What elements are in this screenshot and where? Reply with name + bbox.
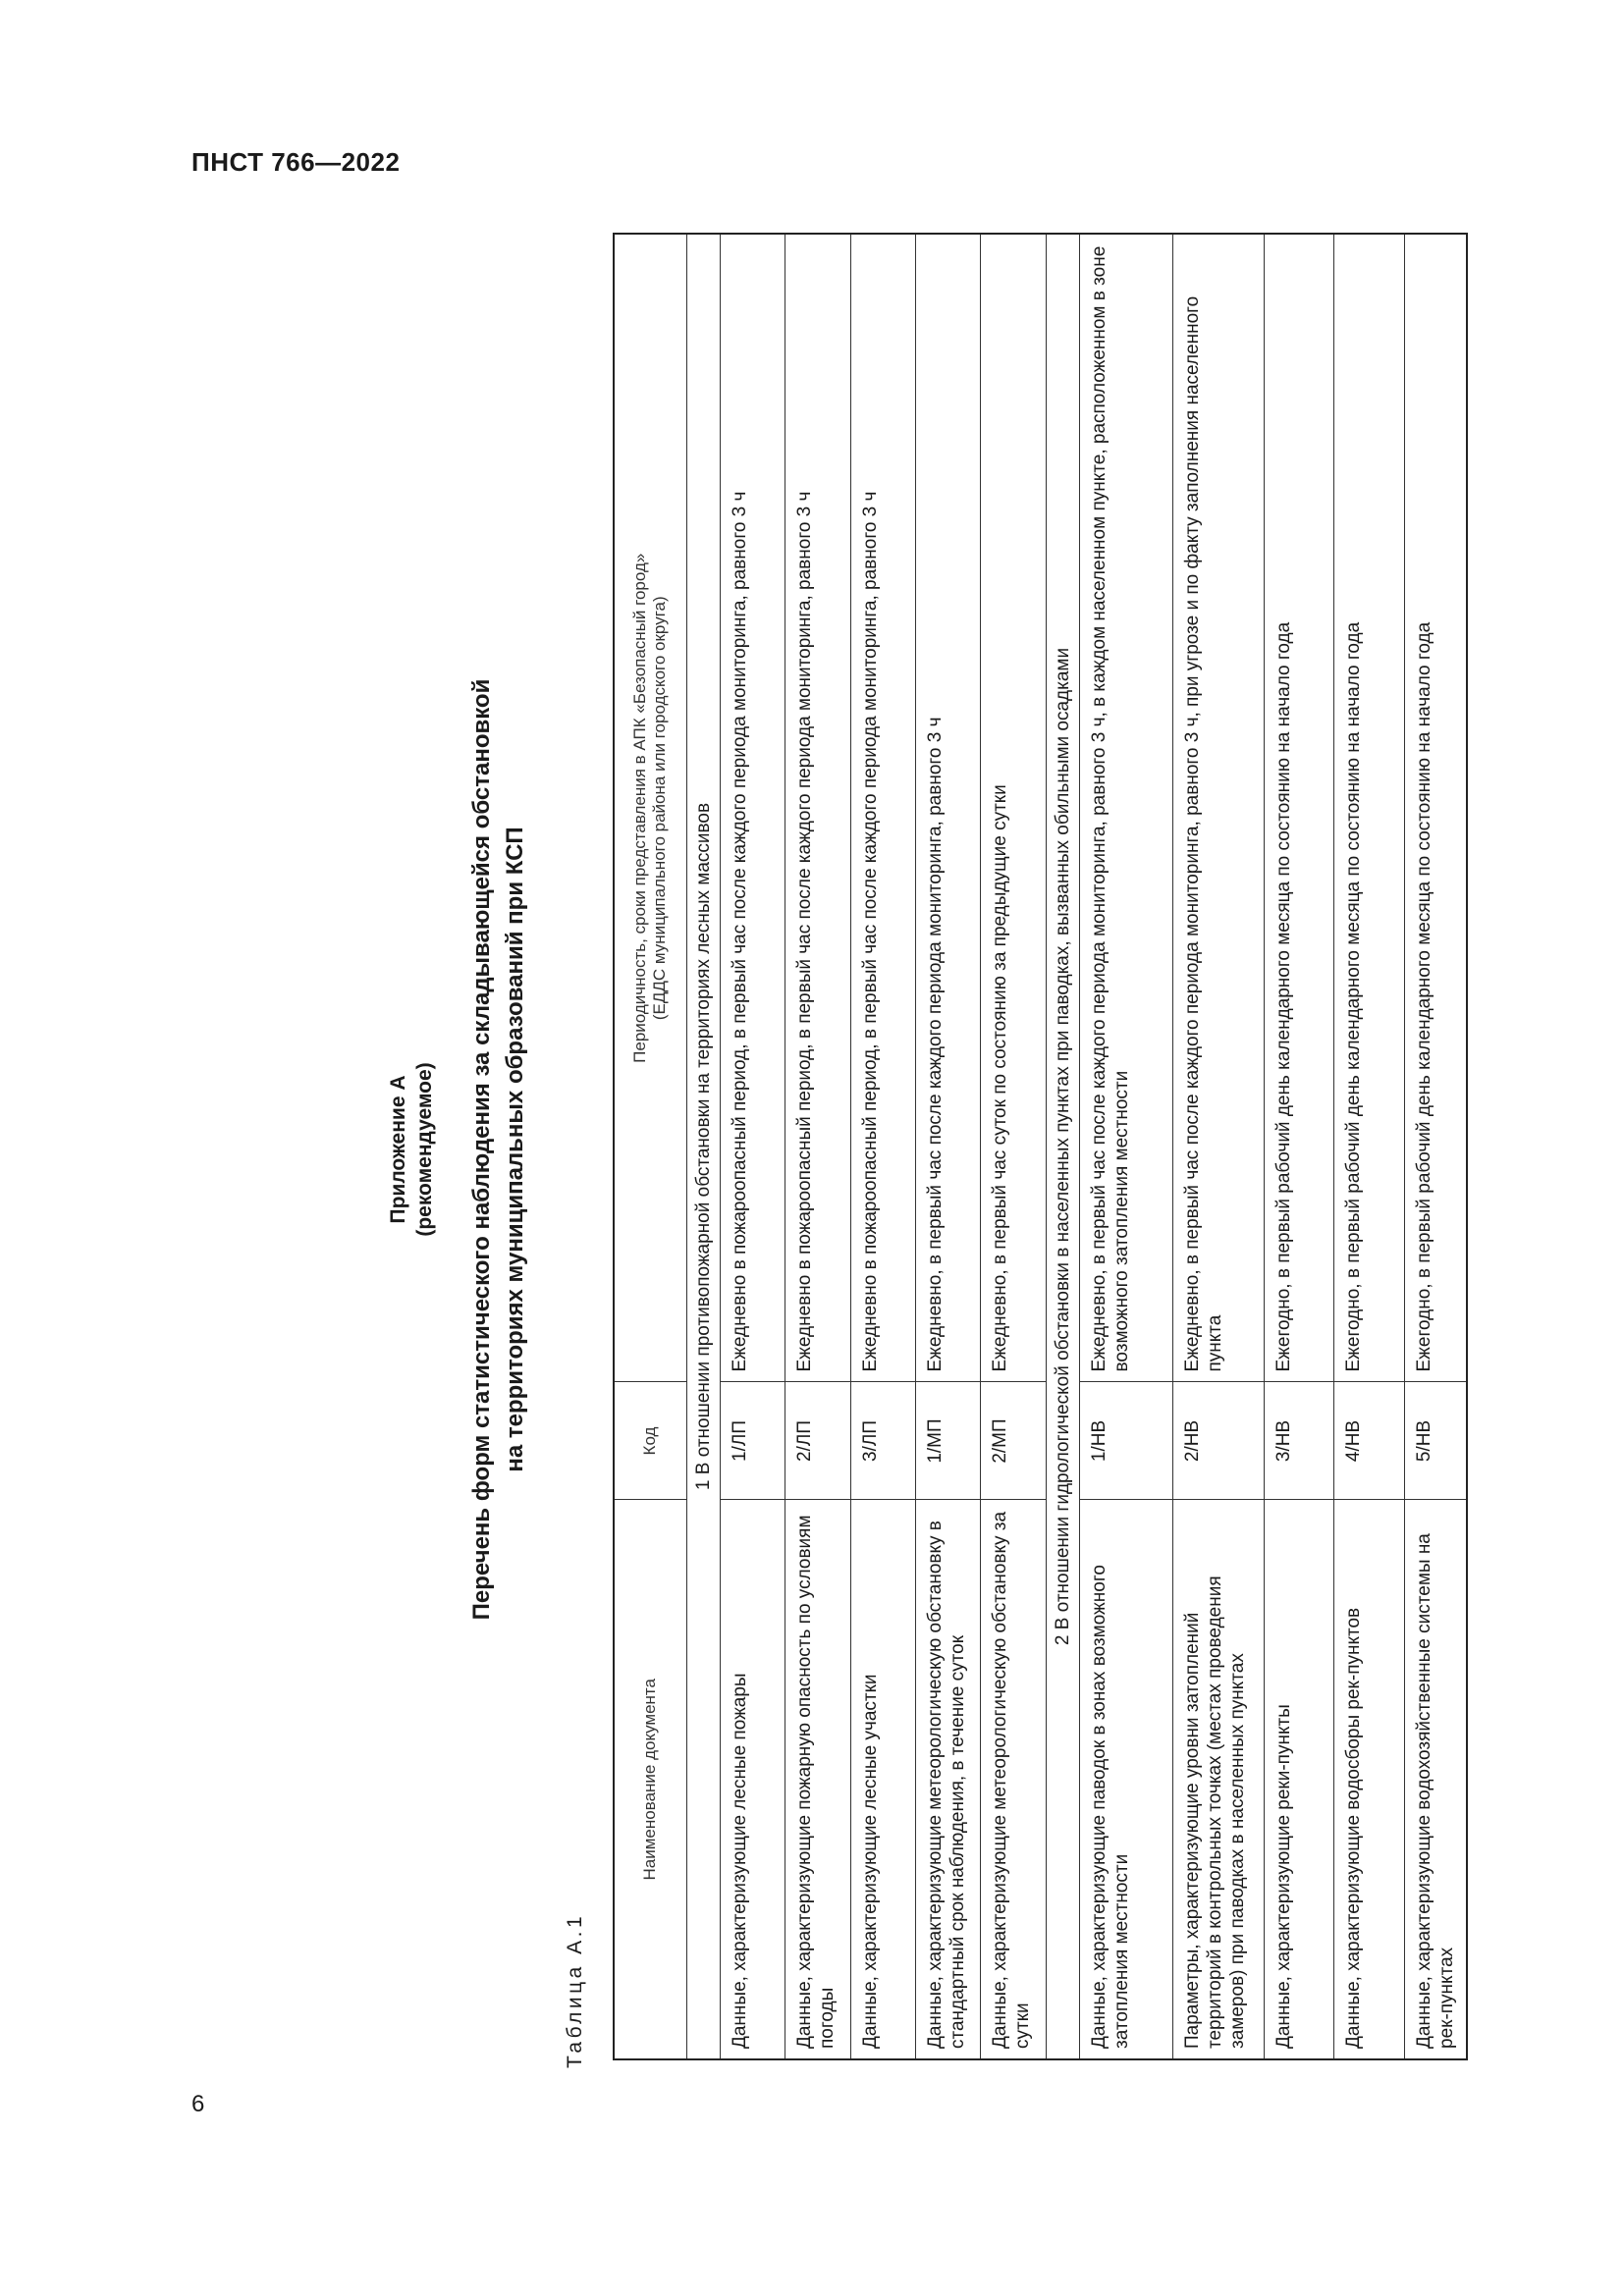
table-row [915, 234, 980, 2059]
heading-line-2: на территориях муниципальных образований при КСП [502, 827, 528, 1472]
period-cell: Ежегодно, в первый рабочий день календарного месяца по состоянию на начало года [1333, 234, 1404, 1382]
table-row [1333, 234, 1404, 2059]
document-code: ПНСТ 766—2022 [191, 147, 401, 177]
table-row [1404, 234, 1467, 2059]
document-name-cell: Данные, характеризующие водосборы рек-пунктов [1333, 1500, 1404, 2059]
column-header-period [614, 234, 686, 1382]
table-row [850, 234, 915, 2059]
table-label: Таблица А.1 [564, 1912, 586, 2068]
period-cell: Ежедневно в пожароопасный период, в первый час после каждого периода мониторинга, равного 3 ч [850, 234, 915, 1382]
period-cell: Ежедневно, в первый час после каждого периода мониторинга, равного 3 ч [915, 234, 980, 1382]
section-row [1046, 234, 1079, 2059]
appendix-heading [465, 227, 532, 2072]
appendix-subtitle: (рекомендуемое) [413, 1062, 436, 1237]
appendix-title: Приложение А [387, 1075, 409, 1224]
table-row [980, 234, 1046, 2059]
document-name-cell: Данные, характеризующие метеорологическую обстановку за сутки [980, 1500, 1046, 2059]
code-cell: 3/ЛП [850, 1382, 915, 1500]
column-header-period-line-1: Периодичность, сроки представления в АПК «Безопасный город» [630, 553, 650, 1063]
code-cell: 4/НВ [1333, 1382, 1404, 1500]
code-cell: 2/МП [980, 1382, 1046, 1500]
section-title: 2 В отношении гидрологической обстановки в населенных пунктах при паводках, вызванных обильными осадками [1046, 234, 1079, 2059]
column-header-period-line-2: (ЕДДС муниципального района или городского округа) [650, 596, 670, 1021]
period-cell: Ежедневно в пожароопасный период, в первый час после каждого периода мониторинга, равного 3 ч [785, 234, 850, 1382]
code-cell: 1/ЛП [720, 1382, 785, 1500]
column-header-name: Наименование документа [614, 1500, 686, 2059]
table-row [720, 234, 785, 2059]
section-row [686, 234, 720, 2059]
period-cell: Ежегодно, в первый рабочий день календарного месяца по состоянию на начало года [1264, 234, 1333, 1382]
document-name-cell: Данные, характеризующие паводок в зонах возможного затопления местности [1079, 1500, 1172, 2059]
code-cell: 5/НВ [1404, 1382, 1467, 1500]
document-name-cell: Данные, характеризующие лесные пожары [720, 1500, 785, 2059]
rotated-content [385, 227, 1457, 2072]
period-cell: Ежедневно, в первый час суток по состоянию за предыдущие сутки [980, 234, 1046, 1382]
table-header-row [614, 234, 686, 2059]
document-name-cell: Данные, характеризующие реки-пункты [1264, 1500, 1333, 2059]
code-cell: 3/НВ [1264, 1382, 1333, 1500]
document-name-cell: Данные, характеризующие метеорологическую обстановку в стандартный срок наблюдения, в течение суток [915, 1500, 980, 2059]
period-cell: Ежедневно в пожароопасный период, в первый час после каждого периода мониторинга, равного 3 ч [720, 234, 785, 1382]
code-cell: 2/НВ [1172, 1382, 1264, 1500]
document-name-cell: Параметры, характеризующие уровни затоплений территорий в контрольных точках (местах проведения замеров) при паводках в населенных пунктах [1172, 1500, 1264, 2059]
document-name-cell: Данные, характеризующие водохозяйственные системы на рек-пунктах [1404, 1500, 1467, 2059]
period-cell: Ежедневно, в первый час после каждого периода мониторинга, равного 3 ч, в каждом населенном пункте, расположенном в зоне возможного затопления местности [1079, 234, 1172, 1382]
table-row [1264, 234, 1333, 2059]
code-cell: 1/МП [915, 1382, 980, 1500]
column-header-code: Код [614, 1382, 686, 1500]
document-name-cell: Данные, характеризующие лесные участки [850, 1500, 915, 2059]
period-cell: Ежедневно, в первый час после каждого периода мониторинга, равного 3 ч, при угрозе и по факту заполнения населенного пункта [1172, 234, 1264, 1382]
table-row [785, 234, 850, 2059]
code-cell: 1/НВ [1079, 1382, 1172, 1500]
period-cell: Ежегодно, в первый рабочий день календарного месяца по состоянию на начало года [1404, 234, 1467, 1382]
page-number: 6 [191, 2091, 205, 2117]
document-name-cell: Данные, характеризующие пожарную опасность по условиям погоды [785, 1500, 850, 2059]
appendix-header [385, 227, 438, 2072]
table-row [1079, 234, 1172, 2059]
forms-table [613, 233, 1468, 2060]
section-title: 1 В отношении противопожарной обстановки на территориях лесных массивов [686, 234, 720, 2059]
code-cell: 2/ЛП [785, 1382, 850, 1500]
table-row [1172, 234, 1264, 2059]
heading-line-1: Перечень форм статистического наблюдения за складывающейся обстановкой [468, 678, 495, 1621]
